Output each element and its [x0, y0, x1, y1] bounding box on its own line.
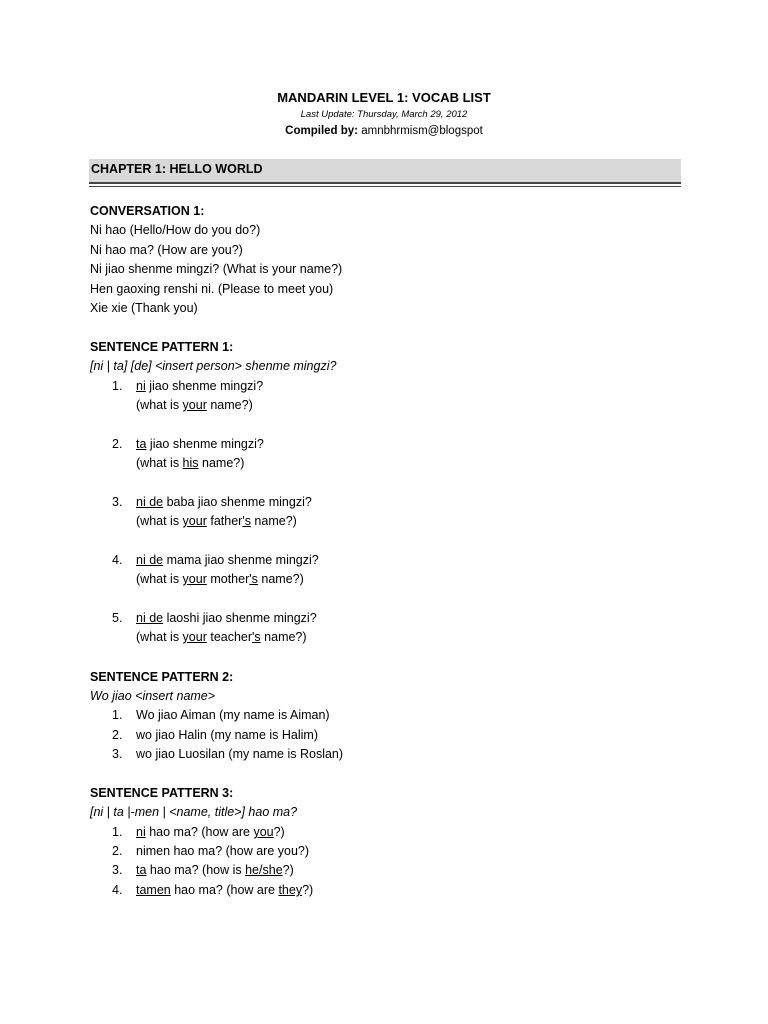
underlined-word: ta [136, 863, 147, 877]
underlined-word: your [182, 514, 207, 528]
translation-text: (what is [136, 630, 183, 644]
list-item [136, 552, 319, 568]
section-heading: CONVERSATION 1: [90, 204, 205, 218]
list-number: 3. [112, 863, 123, 877]
list-item-translation [136, 571, 304, 587]
conversation-line: Ni jiao shenme mingzi? (What is your name?) [90, 262, 343, 276]
underlined-word: ni de [136, 611, 164, 625]
list-number: 5. [112, 611, 123, 625]
list-item-translation [136, 397, 253, 413]
chapter-header [89, 159, 681, 182]
pattern-formula: [ni | ta] [de] <insert person> shenme mingzi? [90, 359, 337, 373]
list-number: 1. [112, 708, 123, 722]
conversation-line: Hen gaoxing renshi ni. (Please to meet you) [90, 282, 334, 296]
list-item [136, 862, 294, 878]
underlined-word: tamen [136, 883, 171, 897]
list-item-text: ?) [282, 863, 294, 877]
pattern-formula: Wo jiao <insert name> [90, 689, 216, 703]
underlined-word: your [182, 630, 207, 644]
list-item-translation [136, 455, 244, 471]
translation-text: (what is [136, 398, 183, 412]
list-item [136, 843, 309, 859]
section-heading: SENTENCE PATTERN 3: [90, 786, 234, 800]
list-item-text: laoshi jiao shenme mingzi? [163, 611, 317, 625]
translation-text: (what is [136, 514, 183, 528]
section-heading: SENTENCE PATTERN 1: [90, 340, 234, 354]
compiled-label: Compiled by: [285, 125, 359, 137]
divider [89, 186, 681, 187]
list-item-text: ?) [273, 825, 285, 839]
underlined-word: they [278, 883, 303, 897]
list-number: 2. [112, 728, 123, 742]
translation-text: teacher [206, 630, 253, 644]
list-item-translation [136, 629, 307, 645]
underlined-word: 's [242, 514, 251, 528]
list-item-text: baba jiao shenme mingzi? [163, 495, 312, 509]
section-heading: SENTENCE PATTERN 2: [90, 670, 234, 684]
list-item [136, 824, 285, 840]
pattern-formula: [ni | ta |-men | <name, title>] hao ma? [90, 805, 298, 819]
list-number: 1. [112, 825, 123, 839]
list-number: 1. [112, 379, 123, 393]
list-item-text: hao ma? (how are [145, 825, 254, 839]
underlined-word: ni [136, 379, 146, 393]
list-number: 4. [112, 553, 123, 567]
translation-text: father [206, 514, 243, 528]
list-item [136, 494, 312, 510]
list-item: wo jiao Luosilan (my name is Roslan) [136, 747, 344, 761]
translation-text: name?) [257, 572, 304, 586]
conversation-line: Xie xie (Thank you) [90, 301, 198, 315]
list-item: wo jiao Halin (my name is Halim) [136, 728, 318, 742]
underlined-word: ni de [136, 553, 164, 567]
chapter-title: CHAPTER 1: HELLO WORLD [91, 162, 263, 176]
underlined-word: ta [136, 437, 147, 451]
conversation-line: Ni hao (Hello/How do you do?) [90, 223, 261, 237]
list-number: 2. [112, 844, 123, 858]
divider [89, 182, 681, 184]
underlined-word: you [253, 825, 274, 839]
list-item-translation [136, 513, 297, 529]
underlined-word: ni de [136, 495, 164, 509]
underlined-word: 's [249, 572, 258, 586]
underlined-word: your [182, 398, 207, 412]
list-item-text: jiao shenme mingzi? [145, 379, 264, 393]
conversation-line: Ni hao ma? (How are you?) [90, 243, 243, 257]
translation-text: name?) [206, 398, 253, 412]
translation-text: (what is [136, 456, 183, 470]
last-update: Last Update: Thursday, March 29, 2012 [300, 109, 468, 120]
compiled-value: amnbhrmism@blogspot [361, 125, 483, 137]
underlined-word: his [182, 456, 199, 470]
compiled-by [0, 125, 768, 137]
list-item [136, 610, 317, 626]
list-item-text: hao ma? (how are [170, 883, 279, 897]
list-number: 2. [112, 437, 123, 451]
list-number: 4. [112, 883, 123, 897]
list-item [136, 882, 313, 898]
translation-text: name?) [260, 630, 307, 644]
list-item: Wo jiao Aiman (my name is Aiman) [136, 708, 330, 722]
list-item-text: jiao shenme mingzi? [146, 437, 264, 451]
list-item-text: ?) [302, 883, 314, 897]
translation-text: name?) [198, 456, 245, 470]
translation-text: (what is [136, 572, 183, 586]
list-number: 3. [112, 747, 123, 761]
translation-text: name?) [250, 514, 297, 528]
list-item-text: nimen hao ma? (how are you?) [136, 844, 310, 858]
list-item-text: hao ma? (how is [146, 863, 246, 877]
list-item [136, 436, 264, 452]
list-item-text: mama jiao shenme mingzi? [163, 553, 319, 567]
translation-text: mother [206, 572, 250, 586]
document-title: MANDARIN LEVEL 1: VOCAB LIST [277, 90, 491, 105]
underlined-word: your [182, 572, 207, 586]
underlined-word: he/she [245, 863, 283, 877]
list-number: 3. [112, 495, 123, 509]
underlined-word: 's [252, 630, 261, 644]
list-item [136, 378, 263, 394]
underlined-word: ni [136, 825, 146, 839]
